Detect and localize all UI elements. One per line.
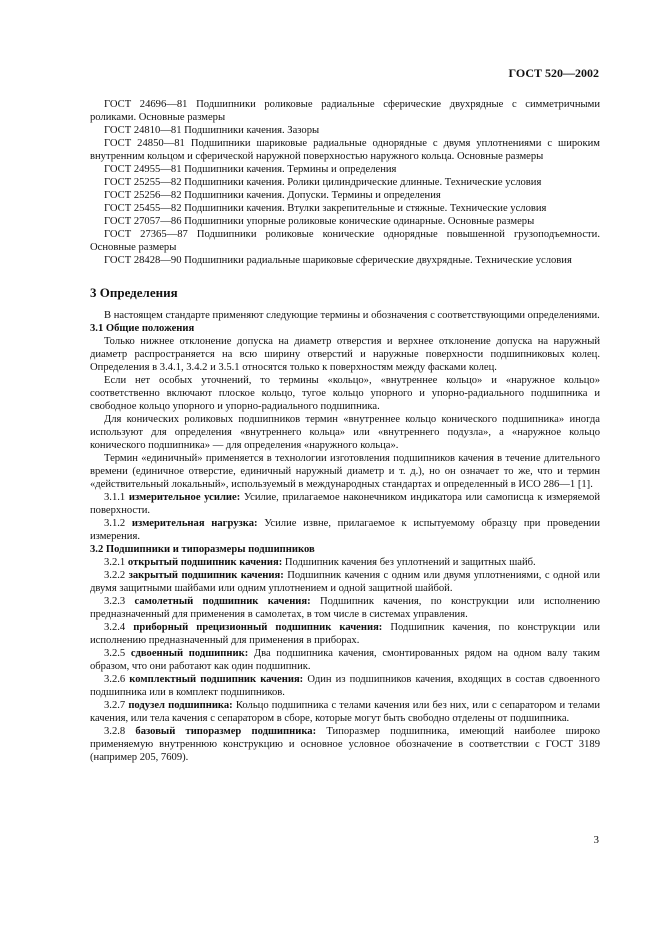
paragraph: Термин «единичный» применяется в технологии изготовления подшипников качения в течение длительного времени (единичное отверстие, единичный наружный диаметр и т. д.), но он означает то же, что и термин «действительный локальный», используемый в международных стандартах и определенный в ИСО 286—1 [1]. [90,453,600,490]
reference-item: ГОСТ 25256—82 Подшипники качения. Допуски. Термины и определения [104,190,441,201]
term-definition [90,621,600,647]
reference-item: ГОСТ 28428—90 Подшипники радиальные шариковые сферические двухрядные. Технические условия [104,255,572,266]
term-definition [90,569,600,595]
document-id-header: ГОСТ 520—2002 [508,66,599,80]
term-definition [90,699,600,725]
term-definition [90,595,600,621]
term-name: сдвоенный подшипник: [130,648,249,659]
term-definition [90,673,600,699]
paragraph: Только нижнее отклонение допуска на диаметр отверстия и верхнее отклонение допуска на наружный диаметр распространяется на всю ширину отверстий и наружные поверхности подшипниковых колец. Определения в 3.4.1, 3.4.2 и 3.5.1 относятся только к поверхностям между фасками колец. [90,336,600,373]
section-heading: 3 Определения [90,285,178,300]
page-number: 3 [593,834,599,846]
term-text: Усилие, прилагаемое наконечником индикатора или самописца к измеряемой поверхности. [90,492,600,516]
term-definition [90,725,600,764]
reference-item: ГОСТ 24850—81 Подшипники шариковые радиальные однорядные с двумя уплотнениями с широким внутренним кольцом и сферической наружной поверхностью наружного кольца. Основные размеры [90,138,600,162]
subsection-heading: 3.1 Общие положения [90,323,195,334]
section-intro: В настоящем стандарте применяют следующие термины и обозначения с соответствующими определениями. [104,310,600,321]
term-name: базовый типоразмер подшипника: [135,726,317,737]
term-text: Типоразмер подшипника, имеющий наиболее широко применяемую внутреннюю конструкцию и основное условное обозначение в соответствии с ГОСТ 3189 (например 205, 7609). [90,726,600,763]
section-body [90,309,600,764]
term-number: 3.2.4 [104,622,126,633]
term-definition [90,491,600,517]
term-text: Два подшипника качения, смонтированных рядом на одном валу таким образом, что они работают как один подшипник. [90,648,600,672]
term-text: Подшипник качения, по конструкции или исполнению предназначенный для применения в приборах. [90,622,601,646]
term-name: самолетный подшипник качения: [134,596,311,607]
term-number: 3.2.6 [104,674,126,685]
reference-item: ГОСТ 25255—82 Подшипники качения. Ролики цилиндрические длинные. Технические условия [104,177,542,188]
term-number: 3.1.2 [104,518,126,529]
term-name: закрытый подшипник качения: [128,570,284,581]
term-text: Подшипник качения без уплотнений и защитных шайб. [284,557,536,568]
term-name: подузел подшипника: [128,700,233,711]
reference-item: ГОСТ 24696—81 Подшипники роликовые радиальные сферические двухрядные с симметричными роликами. Основные размеры [90,99,600,123]
term-number: 3.2.1 [104,557,126,568]
page-content [90,98,600,764]
term-definition [90,556,600,569]
term-number: 3.2.5 [104,648,126,659]
term-definition [90,647,600,673]
reference-item: ГОСТ 27365—87 Подшипники роликовые конические однорядные повышенной грузоподъемности. Основные размеры [90,229,600,253]
term-text: Подшипник качения, по конструкции или исполнению предназначенный для применения в самолетах, в том числе в системах управления. [90,596,600,620]
paragraph: Для конических роликовых подшипников термин «внутреннее кольцо конического подшипника» иногда используют для определения «внутреннего кольца» или «внутреннего подузла», а «наружное кольцо конического подшипника» — для определения «наружного кольца». [90,414,600,451]
term-text: Кольцо подшипника с телами качения или без них, или с сепаратором и телами качения, или тела качения с сепаратором в сборе, которые могут быть свободно отделены от подшипника. [90,700,601,724]
term-number: 3.2.7 [104,700,126,711]
term-name: измерительное усилие: [128,492,241,503]
reference-item: ГОСТ 24810—81 Подшипники качения. Зазоры [104,125,320,136]
term-name: открытый подшипник качения: [127,557,283,568]
term-text: Усилие извне, прилагаемое к испытуемому образцу при проведении измерения. [90,518,600,542]
normative-references-list [90,98,600,267]
term-definition [90,517,600,543]
term-number: 3.2.3 [104,596,126,607]
reference-item: ГОСТ 24955—81 Подшипники качения. Термины и определения [104,164,397,175]
term-number: 3.2.2 [104,570,126,581]
term-text: Подшипник качения с одним или двумя уплотнениями, с одной или двумя защитными шайбами или одним уплотнением и одной защитной шайбой. [90,570,601,594]
term-name: приборный прецизионный подшипник качения: [133,622,383,633]
subsection-heading: 3.2 Подшипники и типоразмеры подшипников [90,544,315,555]
reference-item: ГОСТ 25455—82 Подшипники качения. Втулки закрепительные и стяжные. Технические условия [104,203,547,214]
reference-item: ГОСТ 27057—86 Подшипники упорные роликовые конические одинарные. Основные размеры [104,216,535,227]
term-number: 3.2.8 [104,726,126,737]
term-name: измерительная нагрузка: [131,518,258,529]
term-text: Один из подшипников качения, входящих в состав сдвоенного подшипника или в комплект подшипников. [90,674,600,698]
term-name: комплектный подшипник качения: [129,674,304,685]
term-number: 3.1.1 [104,492,126,503]
paragraph: Если нет особых уточнений, то термины «кольцо», «внутреннее кольцо» и «наружное кольцо» соответственно включают плоское кольцо, тугое кольцо упорного и упорно-радиального подшипника и свободное кольцо упорного и упорно-радиального подшипника. [90,375,600,412]
